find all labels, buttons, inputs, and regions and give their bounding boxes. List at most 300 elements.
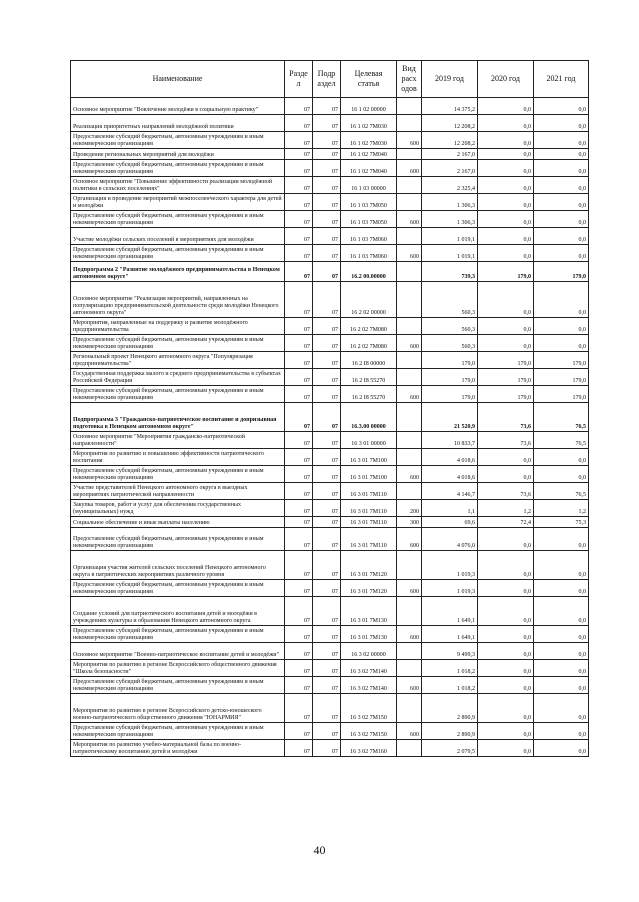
row-subsection: 07 [313,228,341,245]
row-2021: 0,0 [534,677,589,694]
row-2021: 0,0 [534,318,589,335]
row-2021: 0,0 [534,149,589,160]
row-2019: 1 018,2 [422,677,478,694]
table-row [71,352,589,369]
table-row [71,177,589,194]
row-2021: 179,0 [534,262,589,282]
table-row [71,466,589,483]
row-2020: 0,0 [478,660,534,677]
table-row [71,132,589,149]
row-2019: 2 890,9 [422,694,478,723]
row-2020: 0,0 [478,115,534,132]
row-target: 16 1 03 00000 [341,177,397,194]
row-section: 07 [285,386,313,403]
row-2021: 0,0 [534,466,589,483]
row-subsection: 07 [313,335,341,352]
row-section: 07 [285,723,313,740]
row-2020: 179,0 [478,352,534,369]
row-name: Предоставление субсидий бюджетным, автономным учреждениям и иным некоммерческим организациям [71,245,285,262]
row-2021: 0,0 [534,194,589,211]
row-expense-type: 200 [397,500,422,517]
row-subsection: 07 [313,318,341,335]
table-row [71,335,589,352]
row-expense-type [397,149,422,160]
row-subsection: 07 [313,597,341,626]
row-2020: 0,0 [478,551,534,580]
row-2020: 179,0 [478,386,534,403]
row-2021: 76,5 [534,403,589,432]
row-subsection: 07 [313,528,341,551]
row-target: 16 2 02 00000 [341,282,397,318]
row-expense-type [397,643,422,660]
row-2019: 2 167,0 [422,149,478,160]
col-header-name: Наименование [71,61,285,98]
row-target: 16 2 02 7М080 [341,318,397,335]
row-section: 07 [285,660,313,677]
row-target: 16 3 01 7М130 [341,626,397,643]
row-expense-type [397,318,422,335]
table-row [71,386,589,403]
row-2020: 0,0 [478,160,534,177]
row-2020: 73,6 [478,483,534,500]
row-2020: 0,0 [478,723,534,740]
row-section: 07 [285,228,313,245]
row-target: 16 1 03 7М050 [341,194,397,211]
row-target: 16 3 01 7М120 [341,580,397,597]
row-2021: 179,0 [534,386,589,403]
row-expense-type [397,432,422,449]
row-section: 07 [285,432,313,449]
row-section: 07 [285,740,313,757]
row-target: 16 1 02 7М030 [341,115,397,132]
row-2020: 0,0 [478,580,534,597]
row-expense-type [397,449,422,466]
row-subsection: 07 [313,115,341,132]
row-expense-type [397,660,422,677]
table-row [71,597,589,626]
row-name: Предоставление субсидий бюджетным, автономным учреждениям и иным некоммерческим организациям [71,528,285,551]
row-expense-type: 600 [397,723,422,740]
row-expense-type [397,694,422,723]
row-expense-type [397,352,422,369]
row-2020: 179,0 [478,369,534,386]
row-2021: 76,5 [534,432,589,449]
row-subsection: 07 [313,517,341,528]
row-section: 07 [285,115,313,132]
row-subsection: 07 [313,643,341,660]
row-name: Мероприятия по развитию учебно-материальной базы по военно-патриотическому воспитанию детей и молодёжи [71,740,285,757]
row-name: Социальное обеспечение и иные выплаты населению [71,517,285,528]
row-name: Создание условий для патриотического воспитания детей и молодёжи в учреждениях культуры и образования Ненецкого автономного округа [71,597,285,626]
row-section: 07 [285,318,313,335]
row-subsection: 07 [313,500,341,517]
row-2021: 0,0 [534,580,589,597]
row-name: Государственная поддержка малого и среднего предпринимательства в субъектах Российской Федерации [71,369,285,386]
row-name: Предоставление субсидий бюджетным, автономным учреждениям и иным некоммерческим организациям [71,466,285,483]
row-2019: 12 208,2 [422,132,478,149]
row-2019: 2 890,9 [422,723,478,740]
table-row [71,626,589,643]
row-name: Основное мероприятие "Военно-патриотическое воспитание детей и молодёжи" [71,643,285,660]
row-2019: 560,3 [422,282,478,318]
row-2020: 0,0 [478,626,534,643]
row-2020: 0,0 [478,740,534,757]
table-row [71,517,589,528]
row-subsection: 07 [313,177,341,194]
row-2020: 0,0 [478,597,534,626]
row-name: Основное мероприятие "Мероприятия гражданско-патриотической направленности" [71,432,285,449]
table-row [71,677,589,694]
row-section: 07 [285,500,313,517]
table-row [71,115,589,132]
row-section: 07 [285,694,313,723]
row-section: 07 [285,643,313,660]
table-row [71,723,589,740]
row-name: Предоставление субсидий бюджетным, автономным учреждениям и иным некоммерческим организациям [71,580,285,597]
row-2019: 1 018,2 [422,660,478,677]
row-section: 07 [285,403,313,432]
row-expense-type [397,597,422,626]
row-2021: 1,2 [534,500,589,517]
row-2019: 179,0 [422,369,478,386]
row-target: 16 2 I8 00000 [341,352,397,369]
row-2019: 4 076,0 [422,528,478,551]
row-expense-type: 600 [397,386,422,403]
row-2019: 179,0 [422,386,478,403]
row-target: 16 1 02 00000 [341,98,397,115]
row-target: 16 3 01 7М110 [341,517,397,528]
row-subsection: 07 [313,98,341,115]
row-section: 07 [285,580,313,597]
row-subsection: 07 [313,723,341,740]
row-target: 16 1 02 7М040 [341,160,397,177]
row-2020: 0,0 [478,211,534,228]
row-expense-type: 600 [397,160,422,177]
table-row [71,228,589,245]
row-name: Предоставление субсидий бюджетным, автономным учреждениям и иным некоммерческим организациям [71,160,285,177]
row-2021: 0,0 [534,335,589,352]
row-section: 07 [285,194,313,211]
row-name: Региональный проект Ненецкого автономного округа "Популяризация предпринимательства" [71,352,285,369]
row-name: Предоставление субсидий бюджетным, автономным учреждениям и иным некоммерческим организациям [71,723,285,740]
row-subsection: 07 [313,626,341,643]
row-2021: 0,0 [534,115,589,132]
row-2019: 1 019,1 [422,245,478,262]
row-2021: 0,0 [534,643,589,660]
row-2019: 1 019,3 [422,580,478,597]
row-expense-type [397,403,422,432]
row-target: 16 2 I8 55270 [341,369,397,386]
row-2019: 21 520,9 [422,403,478,432]
row-section: 07 [285,597,313,626]
table-row [71,580,589,597]
row-2020: 73,6 [478,403,534,432]
row-2021: 0,0 [534,177,589,194]
row-expense-type [397,282,422,318]
col-header-2021: 2021 год [534,61,589,98]
row-2019: 179,0 [422,352,478,369]
row-section: 07 [285,262,313,282]
row-name: Участие молодёжи сельских поселений в мероприятиях для молодёжи [71,228,285,245]
row-section: 07 [285,466,313,483]
row-target: 16 3 02 00000 [341,643,397,660]
row-section: 07 [285,626,313,643]
row-2021: 0,0 [534,597,589,626]
table-row [71,483,589,500]
row-expense-type [397,228,422,245]
row-subsection: 07 [313,282,341,318]
row-name: Предоставление субсидий бюджетным, автономным учреждениям и иным некоммерческим организациям [71,677,285,694]
row-2020: 0,0 [478,449,534,466]
row-2019: 12 208,2 [422,115,478,132]
row-expense-type: 600 [397,466,422,483]
row-subsection: 07 [313,369,341,386]
row-2019: 1 649,1 [422,597,478,626]
row-2021: 0,0 [534,660,589,677]
row-expense-type: 600 [397,580,422,597]
row-subsection: 07 [313,694,341,723]
row-2019: 10 833,7 [422,432,478,449]
row-expense-type: 600 [397,335,422,352]
row-subsection: 07 [313,483,341,500]
row-target: 16 1 03 7М060 [341,245,397,262]
row-name: Проведение региональных мероприятий для молодёжи [71,149,285,160]
row-expense-type [397,98,422,115]
row-name: Закупка товаров, работ и услуг для обеспечения государственных (муниципальных) нужд [71,500,285,517]
row-name: Предоставление субсидий бюджетным, автономным учреждениям и иным некоммерческим организациям [71,132,285,149]
row-name: Реализация приоритетных направлений молодёжной политики [71,115,285,132]
row-2019: 1,1 [422,500,478,517]
row-2020: 179,0 [478,262,534,282]
row-2021: 0,0 [534,449,589,466]
row-2020: 0,0 [478,282,534,318]
row-target: 16 3 01 7М100 [341,466,397,483]
row-name: Основное мероприятие "Вовлечение молодёжи в социальную практику" [71,98,285,115]
row-2020: 0,0 [478,194,534,211]
table-row [71,194,589,211]
row-section: 07 [285,245,313,262]
row-2019: 560,3 [422,335,478,352]
row-2020: 0,0 [478,335,534,352]
row-2019: 4 018,6 [422,449,478,466]
row-expense-type: 600 [397,677,422,694]
row-expense-type [397,483,422,500]
row-section: 07 [285,369,313,386]
row-name: Предоставление субсидий бюджетным, автономным учреждениям и иным некоммерческим организациям [71,626,285,643]
row-2021: 0,0 [534,694,589,723]
row-section: 07 [285,677,313,694]
row-2021: 0,0 [534,98,589,115]
row-expense-type: 600 [397,132,422,149]
row-target: 16 3 02 7М140 [341,660,397,677]
row-subsection: 07 [313,432,341,449]
row-2019: 2 167,0 [422,160,478,177]
row-2020: 0,0 [478,677,534,694]
table-row [71,211,589,228]
row-subsection: 07 [313,386,341,403]
row-section: 07 [285,551,313,580]
row-subsection: 07 [313,245,341,262]
row-subsection: 07 [313,677,341,694]
row-target: 16 1 03 7М050 [341,211,397,228]
table-row [71,551,589,580]
col-header-expense-type: Вид расх одов [397,61,422,98]
row-name: Мероприятия по развитию и повышению эффективности патриотического воспитания [71,449,285,466]
row-expense-type [397,369,422,386]
table-header [71,61,589,98]
row-2019: 1 019,3 [422,551,478,580]
row-section: 07 [285,517,313,528]
row-subsection: 07 [313,740,341,757]
row-2020: 1,2 [478,500,534,517]
row-target: 16 3 02 7М150 [341,694,397,723]
table-row [71,149,589,160]
row-section: 07 [285,160,313,177]
row-2021: 0,0 [534,723,589,740]
row-name: Основное мероприятие "Повышение эффективности реализации молодёжной политики в сельских поселениях" [71,177,285,194]
table-row [71,449,589,466]
table-row [71,528,589,551]
row-target: 16 1 02 7М040 [341,149,397,160]
row-target: 16 2 02 7М080 [341,335,397,352]
row-expense-type: 600 [397,528,422,551]
row-section: 07 [285,528,313,551]
row-expense-type [397,115,422,132]
row-2019: 9 499,3 [422,643,478,660]
row-target: 16 3 01 7М110 [341,528,397,551]
row-2019: 4 018,6 [422,466,478,483]
row-2021: 0,0 [534,282,589,318]
row-section: 07 [285,449,313,466]
row-2021: 0,0 [534,551,589,580]
row-expense-type: 300 [397,517,422,528]
row-expense-type [397,551,422,580]
row-expense-type: 600 [397,211,422,228]
row-target: 16 3 01 7М100 [341,449,397,466]
row-expense-type [397,194,422,211]
row-2021: 75,3 [534,517,589,528]
row-name: Предоставление субсидий бюджетным, автономным учреждениям и иным некоммерческим организациям [71,335,285,352]
row-subsection: 07 [313,466,341,483]
row-name: Мероприятия, направленные на поддержку и развитие молодёжного предпринимательства [71,318,285,335]
table-row [71,369,589,386]
row-subsection: 07 [313,211,341,228]
row-target: 16 3 01 7М120 [341,551,397,580]
row-name: Организация участия жителей сельских поселений Ненецкого автономного округа в патриотических мероприятиях различного уровня [71,551,285,580]
table-row [71,500,589,517]
row-subsection: 07 [313,449,341,466]
table-row [71,643,589,660]
row-2021: 179,0 [534,352,589,369]
row-2019: 1 306,3 [422,211,478,228]
row-subsection: 07 [313,660,341,677]
col-header-2020: 2020 год [478,61,534,98]
row-section: 07 [285,335,313,352]
row-target: 16 3 02 7М160 [341,740,397,757]
table-row [71,660,589,677]
row-2021: 0,0 [534,245,589,262]
row-subsection: 07 [313,580,341,597]
row-2021: 0,0 [534,132,589,149]
row-section: 07 [285,98,313,115]
row-2020: 0,0 [478,132,534,149]
row-section: 07 [285,282,313,318]
row-name: Организация и проведение мероприятий межпоселенческого характера для детей и молодёжи [71,194,285,211]
table-row [71,98,589,115]
row-target: 16 3 01 7М110 [341,483,397,500]
row-expense-type [397,177,422,194]
row-name: Участие представителей Ненецкого автономного округа в выездных мероприятиях патриотической направленности [71,483,285,500]
row-expense-type [397,262,422,282]
row-subsection: 07 [313,194,341,211]
row-name: Предоставление субсидий бюджетным, автономным учреждениям и иным некоммерческим организациям [71,386,285,403]
col-header-subsection: Подр аздел [313,61,341,98]
table-row [71,403,589,432]
row-name: Подпрограмма 3 "Гражданско-патриотическое воспитание и допризывная подготовка в Ненецком автономном округе" [71,403,285,432]
row-target: 16 3 02 7М140 [341,677,397,694]
row-subsection: 07 [313,160,341,177]
row-2019: 2 325,4 [422,177,478,194]
table-row [71,245,589,262]
page-number: 40 [313,843,326,857]
row-2020: 73,6 [478,432,534,449]
table-row [71,318,589,335]
row-2020: 0,0 [478,177,534,194]
row-2020: 72,4 [478,517,534,528]
row-name: Мероприятия по развитию в регионе Всероссийского детско-юношеского военно-патриотического общественного движения "ЮНАРМИЯ" [71,694,285,723]
row-2021: 0,0 [534,528,589,551]
table-row [71,740,589,757]
row-target: 16 1 03 7М060 [341,228,397,245]
col-header-2019: 2019 год [422,61,478,98]
row-2021: 0,0 [534,160,589,177]
table-row [71,262,589,282]
row-2021: 0,0 [534,211,589,228]
row-name: Мероприятия по развитию в регионе Всероссийского общественного движения "Школа безопасности" [71,660,285,677]
row-2021: 0,0 [534,228,589,245]
row-2020: 0,0 [478,318,534,335]
row-2019: 14 375,2 [422,98,478,115]
row-section: 07 [285,211,313,228]
row-2021: 76,5 [534,483,589,500]
row-target: 16 3 01 00000 [341,432,397,449]
table-row [71,282,589,318]
row-name: Подпрограмма 2 "Развитие молодёжного предпринимательства в Ненецком автономном округе" [71,262,285,282]
row-2021: 0,0 [534,626,589,643]
row-2019: 4 146,7 [422,483,478,500]
table-row [71,432,589,449]
row-subsection: 07 [313,551,341,580]
row-section: 07 [285,352,313,369]
row-target: 16.3.00 00000 [341,403,397,432]
row-2021: 179,0 [534,369,589,386]
row-target: 16 1 02 7М030 [341,132,397,149]
table-row [71,694,589,723]
row-target: 16 3 02 7М150 [341,723,397,740]
row-subsection: 07 [313,149,341,160]
row-2019: 560,3 [422,318,478,335]
row-2019: 1 306,3 [422,194,478,211]
row-2020: 0,0 [478,528,534,551]
row-target: 16 2 I8 55270 [341,386,397,403]
row-2020: 0,0 [478,149,534,160]
row-section: 07 [285,177,313,194]
row-subsection: 07 [313,132,341,149]
row-2020: 0,0 [478,245,534,262]
row-section: 07 [285,483,313,500]
row-expense-type [397,740,422,757]
row-2020: 0,0 [478,643,534,660]
